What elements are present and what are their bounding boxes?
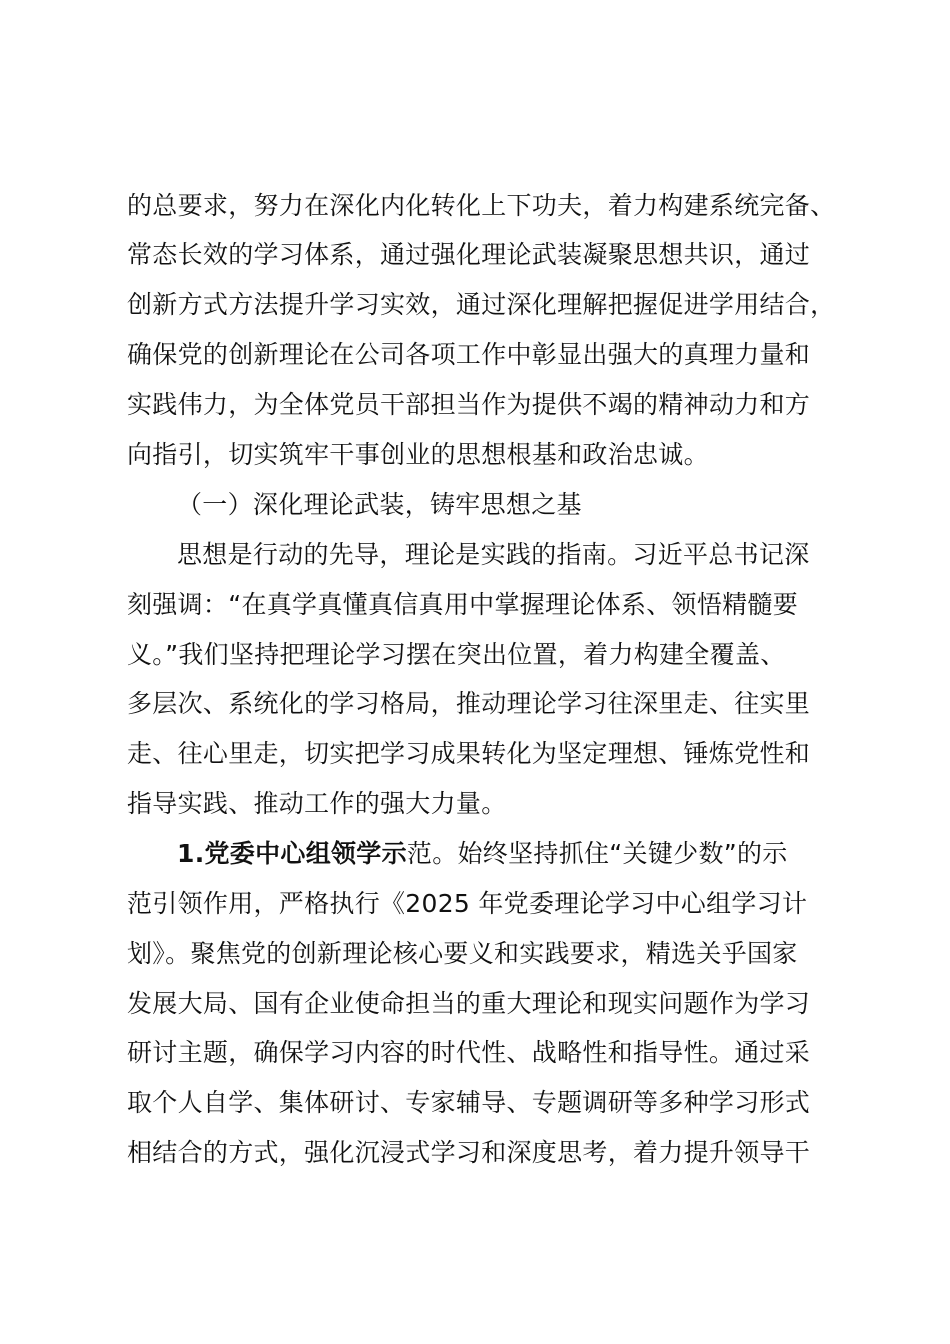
paragraph-line: 走、往心里走，切实把学习成果转化为坚定理想、锤炼党性和	[127, 739, 811, 768]
paragraph-line: 相结合的方式，强化沉浸式学习和深度思考，着力提升领导干	[127, 1138, 811, 1167]
item-title: 1.党委中心组领学示	[177, 839, 407, 868]
section-heading: （一）深化理论武装，铸牢思想之基	[177, 490, 582, 519]
paragraph-line: 实践伟力，为全体党员干部担当作为提供不竭的精神动力和方	[127, 390, 811, 419]
paragraph-line: 创新方式方法提升学习实效，通过深化理解把握促进学用结合，	[127, 290, 836, 319]
paragraph-line: 思想是行动的先导，理论是实践的指南。习近平总书记深	[177, 540, 810, 569]
paragraph-line: 指导实践、推动工作的强大力量。	[127, 789, 507, 818]
item-first-line	[177, 829, 788, 878]
paragraph-line: 范引领作用，严格执行《2025 年党委理论学习中心组学习计	[127, 889, 808, 918]
paragraph-line: 确保党的创新理论在公司各项工作中彰显出强大的真理力量和	[127, 340, 811, 369]
paragraph-line: 多层次、系统化的学习格局，推动理论学习往深里走、往实里	[127, 689, 811, 718]
paragraph-line: 常态长效的学习体系，通过强化理论武装凝聚思想共识，通过	[127, 240, 811, 269]
paragraph-line: 取个人自学、集体研讨、专家辅导、专题调研等多种学习形式	[127, 1088, 811, 1117]
paragraph-line: 划》。聚焦党的创新理论核心要义和实践要求，精选关乎国家	[127, 939, 798, 968]
paragraph-line: 发展大局、国有企业使命担当的重大理论和现实问题作为学习	[127, 989, 811, 1018]
paragraph-line: 刻强调：“在真学真懂真信真用中掌握理论体系、领悟精髓要	[127, 590, 799, 619]
item-text: 范。始终坚持抓住“关键少数”的示	[406, 839, 788, 868]
paragraph-line: 研讨主题，确保学习内容的时代性、战略性和指导性。通过采	[127, 1038, 811, 1067]
paragraph-line: 义。”我们坚持把理论学习摆在突出位置，着力构建全覆盖、	[127, 640, 786, 669]
paragraph-line: 的总要求，努力在深化内化转化上下功夫，着力构建系统完备、	[127, 191, 836, 220]
paragraph-line: 向指引，切实筑牢干事创业的思想根基和政治忠诚。	[127, 440, 709, 469]
